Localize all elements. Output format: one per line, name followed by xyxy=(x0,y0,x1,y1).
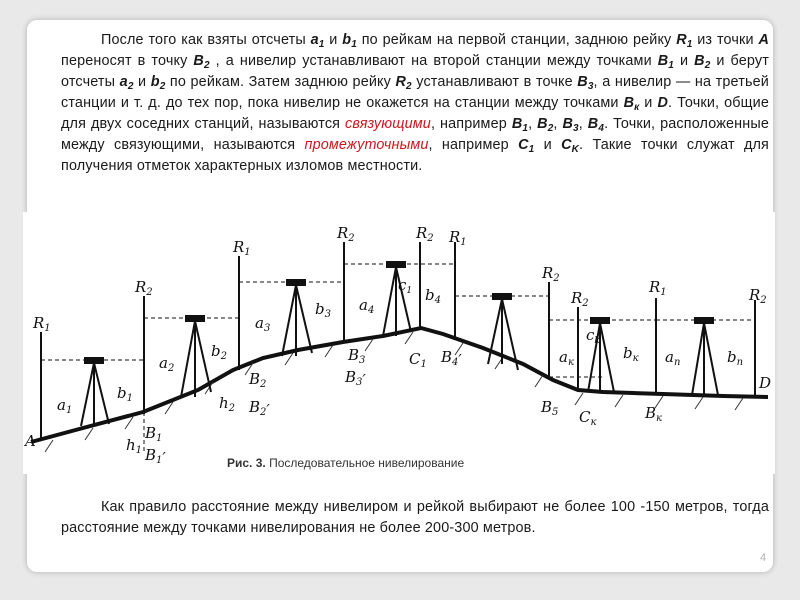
svg-text:B2′: $B_2'$ xyxy=(249,398,270,419)
svg-text:Bк: $B_к$ xyxy=(645,404,663,424)
svg-text:ck: $c_k$ xyxy=(586,326,600,346)
leveling-diagram xyxy=(23,212,775,474)
label-R2-e: $R_2$ xyxy=(571,289,589,309)
ground-profile xyxy=(31,328,768,442)
svg-text:c1: $c_1$ xyxy=(398,276,413,296)
svg-text:a1: $a_1$ xyxy=(57,396,73,416)
svg-text:Cк: $C_к$ xyxy=(579,408,597,428)
label-R2-b: $R_2$ xyxy=(337,224,355,244)
tripod-1 xyxy=(81,358,109,426)
svg-text:B1: $B_1$ xyxy=(145,424,163,444)
svg-text:C1: $C_1$ xyxy=(409,350,427,370)
paragraph-distance-rule: Как правило расстояние между нивелиром и рейкой выбирают не более 100 -150 метров, тогда расстояние между точками нивелирования не более 200-300 метров. xyxy=(61,499,769,536)
tripod-4 xyxy=(383,262,411,336)
tripod-7 xyxy=(692,318,718,395)
label-R2-a: $R_2$ xyxy=(135,278,153,298)
svg-text:D: D xyxy=(759,374,772,392)
svg-text:A: A xyxy=(25,432,36,450)
figure-caption: Рис. 3. Последовательное нивелирование xyxy=(227,456,465,470)
label-R1-c: $R_1$ xyxy=(449,228,467,248)
svg-text:b2: $b_2$ xyxy=(211,342,227,362)
svg-text:B3′: $B_3'$ xyxy=(345,368,366,389)
label-R1-b: $R_1$ xyxy=(233,238,251,258)
leveling-figure xyxy=(23,212,775,474)
svg-text:B5: $B_5$ xyxy=(541,398,559,418)
svg-text:a2: $a_2$ xyxy=(159,354,175,374)
svg-text:bк: $b_к$ xyxy=(623,344,639,364)
svg-text:h1: $h_1$ xyxy=(126,436,143,456)
label-R2-f: $R_2$ xyxy=(749,286,767,306)
svg-text:aк: $a_к$ xyxy=(559,348,574,368)
label-R2-c: $R_2$ xyxy=(416,224,434,244)
paragraph-intro: После того как взяты отсчеты $a_1$ и $b_1$ по рейкам на первой станции, заднюю рейку $R_1$ из точки A переносят в точку $B_2$ , а нивелир устанавливают на второй станции между точками $B_1$ и $B_2$ и берут отсчеты $a_2$ и $b_2$ по рейкам. Затем заднюю рейку $R_2$ устанавливают в точке $B_3$, а нивелир — на третьей станции и т. д. до тех пор, пока нивелир не окажется на станции между точками $B_к$ и D. Точки, общие для двух соседних станций, называются связующими, например $B_1$, $B_2$, $B_3$, $B_4$. Точки, расположенные между связующими, называются промежуточными, например $C_1$ и $C_K$. Такие точки служат для получения отметок характерных изломов местности. xyxy=(61,32,770,174)
term-linking-points: связующими xyxy=(345,116,431,132)
svg-text:B4′: $B_4'$ xyxy=(441,348,462,369)
page-number: 4 xyxy=(760,552,767,564)
svg-text:h2: $h_2$ xyxy=(219,394,236,414)
label-R1-a: $R_1$ xyxy=(33,314,51,334)
svg-text:aп: $a_п$ xyxy=(665,348,681,368)
svg-text:B3: $B_3$ xyxy=(348,346,366,366)
diagram-labels xyxy=(23,224,771,467)
svg-text:b4: $b_4$ xyxy=(425,286,441,306)
term-intermediate-points: промежуточными xyxy=(304,137,429,153)
svg-text:a3: $a_3$ xyxy=(255,314,271,334)
svg-text:B2: $B_2$ xyxy=(249,370,267,390)
svg-text:b1: $b_1$ xyxy=(117,384,133,404)
svg-text:B1′: $B_1'$ xyxy=(145,446,166,467)
tripod-3 xyxy=(282,280,312,356)
svg-text:bп: $b_п$ xyxy=(727,348,744,368)
label-R1-d: $R_1$ xyxy=(649,278,667,298)
svg-text:b3: $b_3$ xyxy=(315,300,331,320)
svg-text:a4: $a_4$ xyxy=(359,296,375,316)
label-R2-d: $R_2$ xyxy=(542,264,560,284)
